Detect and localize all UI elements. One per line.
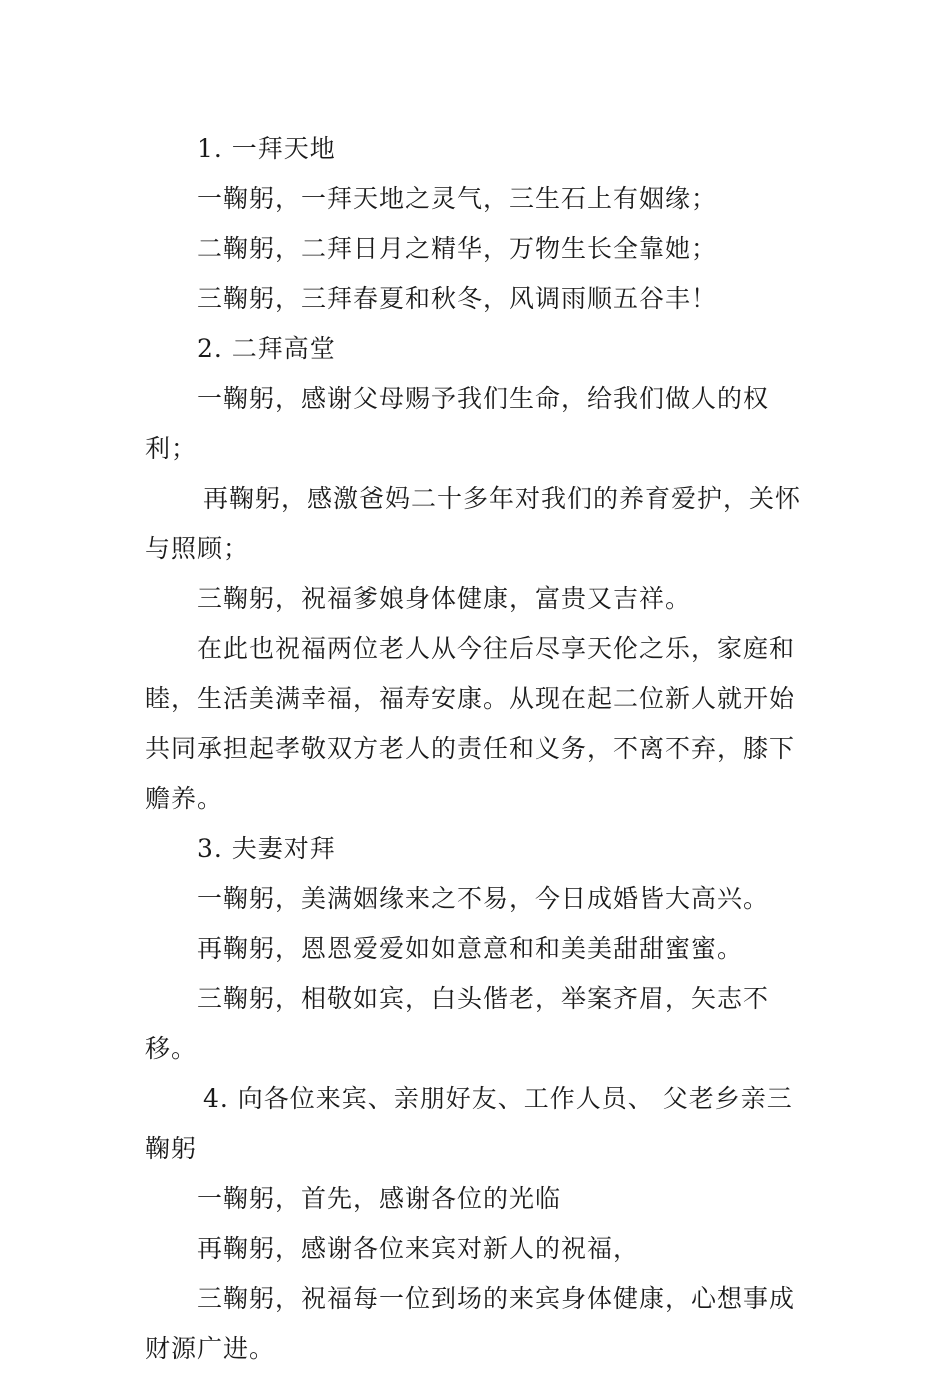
- paragraph: 在此也祝福两位老人从今往后尽享天伦之乐，家庭和睦，生活美满幸福，福寿安康。从现在起二位新人就开始共同承担起孝敬双方老人的责任和义务，不离不弃，膝下赡养。: [145, 634, 796, 813]
- paragraph: 再鞠躬，感谢各位来宾对新人的祝福，: [197, 1234, 640, 1263]
- paragraph: 一鞠躬，美满姻缘来之不易，今日成婚皆大高兴。: [197, 884, 770, 913]
- paragraph: 一鞠躬，一拜天地之灵气，三生石上有姻缘；: [197, 184, 718, 213]
- section-heading-1: 1. 一拜天地: [197, 134, 336, 163]
- paragraph: 再鞠躬，感激爸妈二十多年对我们的养育爱护，关怀与照顾；: [145, 484, 802, 563]
- section-heading-3: 3. 夫妻对拜: [197, 834, 336, 863]
- paragraph: 二鞠躬，二拜日月之精华，万物生长全靠她；: [197, 234, 718, 263]
- paragraph: 三鞠躬，祝福每一位到场的来宾身体健康，心想事成财源广进。: [145, 1284, 796, 1363]
- paragraph: 再鞠躬，恩恩爱爱如如意意和和美美甜甜蜜蜜。: [197, 934, 744, 963]
- section-heading-4: 4. 向各位来宾、亲朋好友、工作人员、 父老乡亲三鞠躬: [145, 1084, 793, 1163]
- document-body: [145, 124, 807, 1374]
- section-heading-2: 2. 二拜高堂: [197, 334, 336, 363]
- paragraph: 一鞠躬，首先，感谢各位的光临: [197, 1184, 562, 1213]
- paragraph: 三鞠躬，祝福爹娘身体健康，富贵又吉祥。: [197, 584, 692, 613]
- paragraph: 三鞠躬，相敬如宾，白头偕老，举案齐眉，矢志不移。: [145, 984, 770, 1063]
- paragraph: 一鞠躬，感谢父母赐予我们生命，给我们做人的权利；: [145, 384, 770, 463]
- paragraph: 三鞠躬，三拜春夏和秋冬，风调雨顺五谷丰！: [197, 284, 718, 313]
